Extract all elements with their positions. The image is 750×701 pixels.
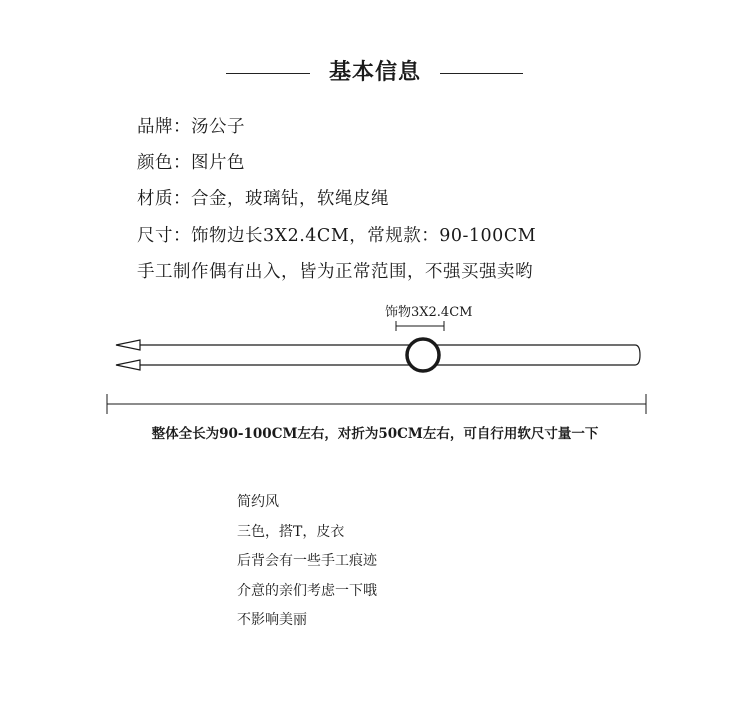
ornament-size-label: 饰物3X2.4CM (385, 305, 473, 320)
note-line: 后背会有一些手工痕迹 (237, 553, 377, 569)
info-color: 颜色：图片色 (137, 153, 245, 173)
total-length-dimension-line (107, 394, 646, 414)
section-title: 基本信息 (328, 60, 421, 85)
ornament-ring-icon (407, 339, 439, 371)
length-caption: 整体全长为90-100CM左右，对折为50CM左右，可自行用软尺寸量一下 (151, 426, 599, 442)
info-material: 材质：合金，玻璃钻，软绳皮绳 (137, 189, 389, 209)
note-line: 三色，搭T，皮衣 (237, 523, 345, 540)
cord-body (116, 340, 640, 370)
ornament-measure-bracket (396, 321, 444, 331)
note-line: 不影响美丽 (237, 612, 307, 628)
info-handmade-note: 手工制作偶有出入，皆为正常范围，不强买强卖哟 (137, 262, 533, 282)
info-brand: 品牌：汤公子 (137, 117, 245, 137)
info-size: 尺寸：饰物边长3X2.4CM，常规款：90-100CM (137, 226, 537, 246)
style-notes (237, 488, 377, 636)
note-line: 介意的亲们考虑一下哦 (237, 582, 377, 599)
note-line: 简约风 (237, 494, 279, 510)
